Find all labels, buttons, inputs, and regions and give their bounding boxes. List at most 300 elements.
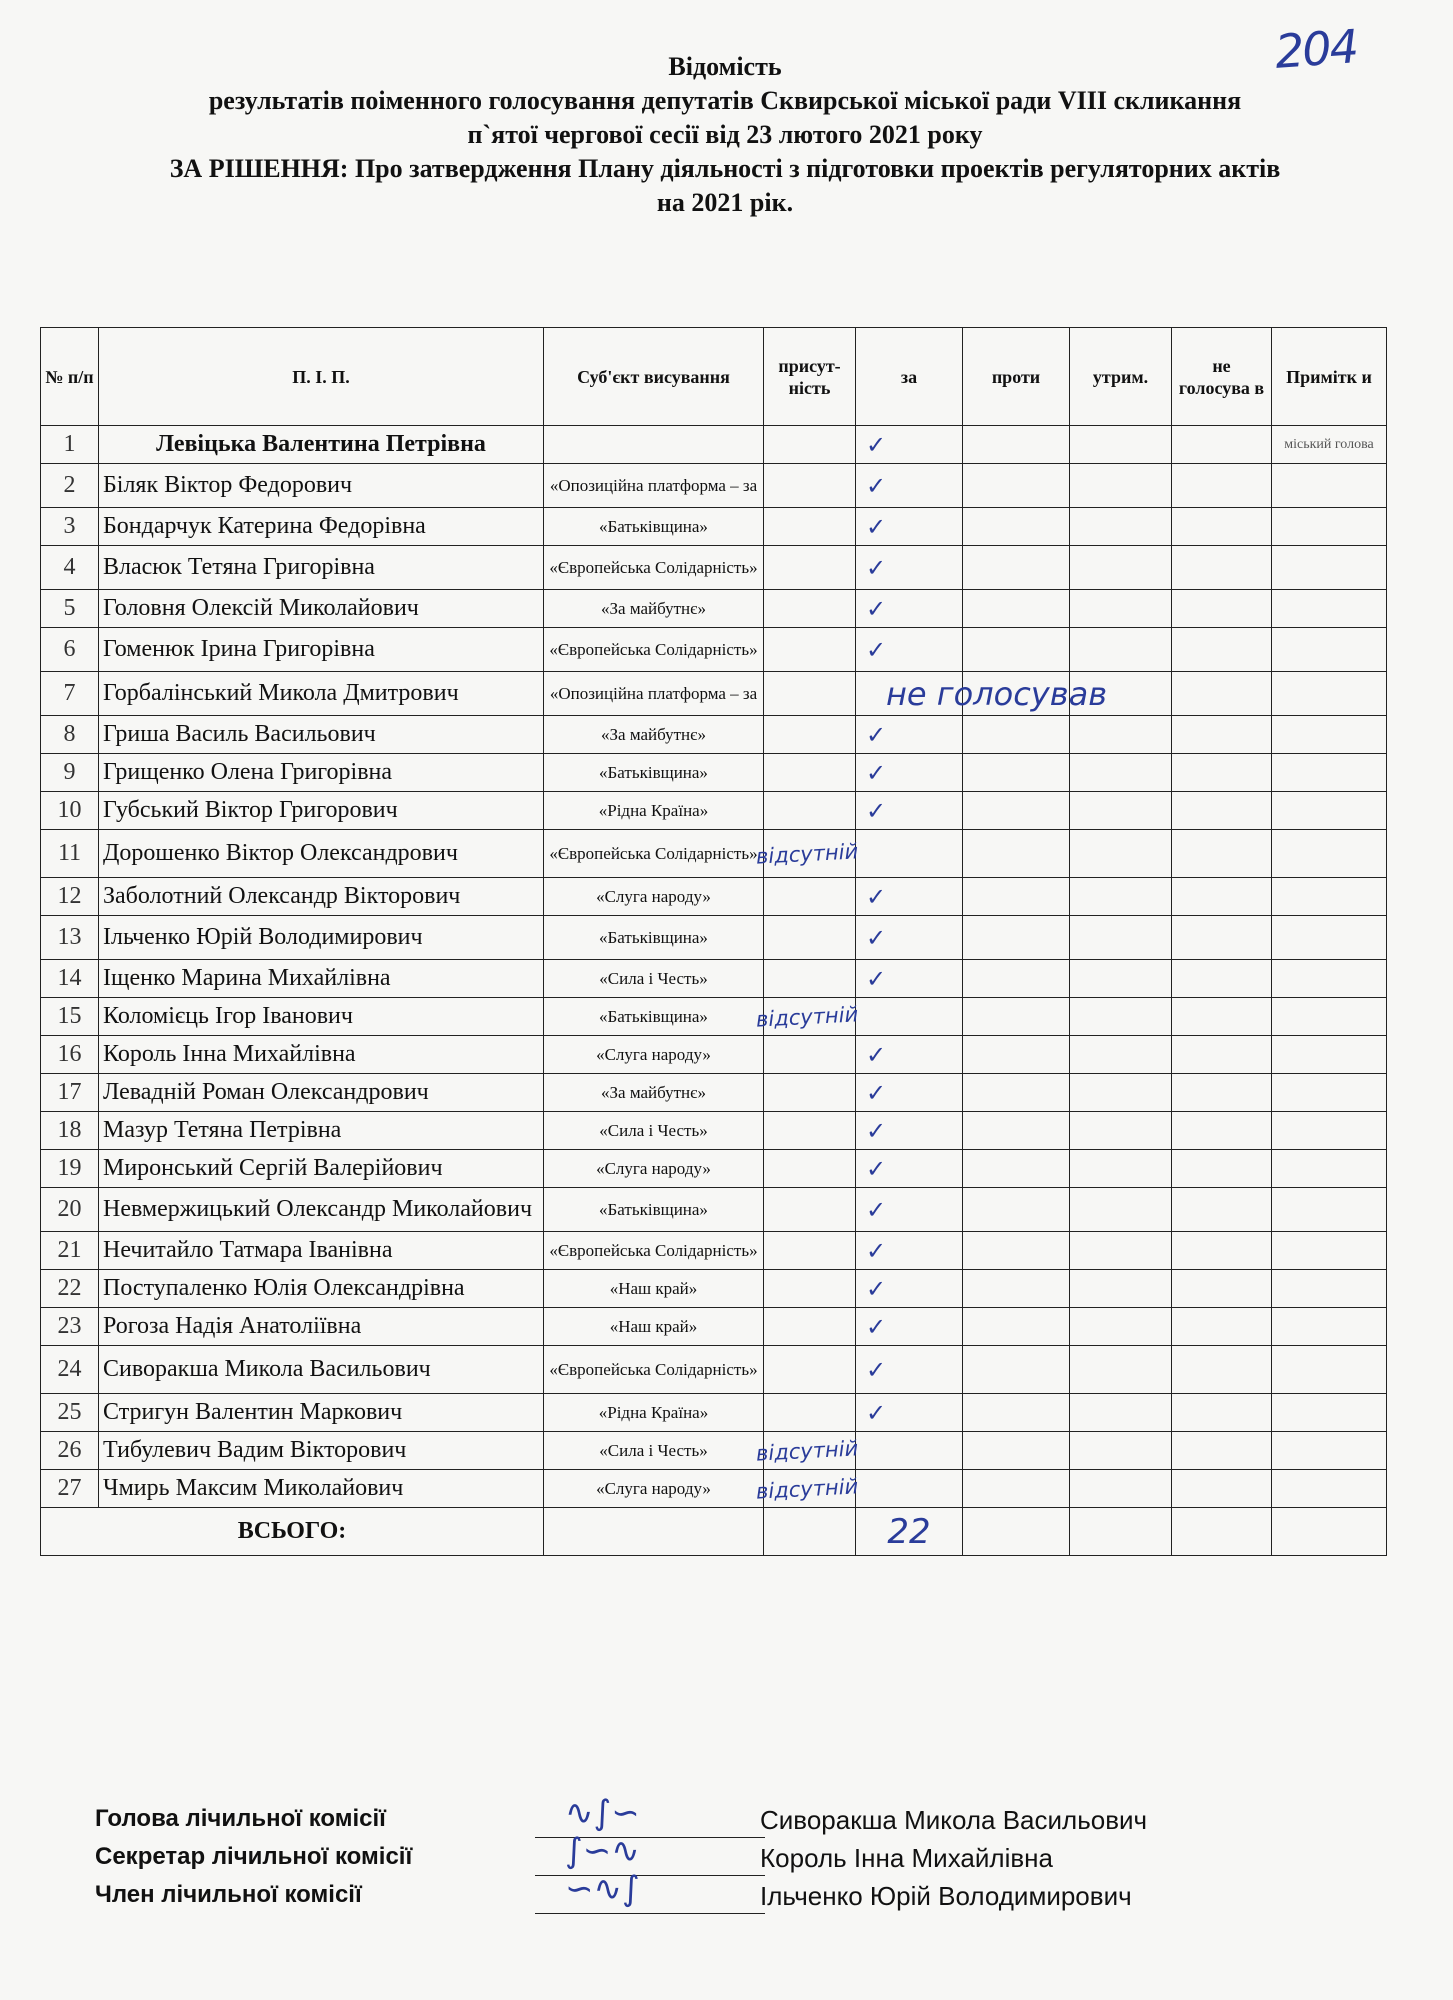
vote-against-cell (963, 1470, 1070, 1508)
vote-against-cell (963, 508, 1070, 546)
presence-cell (764, 590, 856, 628)
handwritten-signature-icon: ∫∽∿ (565, 1831, 640, 1871)
table-row (41, 998, 1387, 1036)
counting-commission (95, 1793, 1395, 1919)
abstain-cell (1070, 464, 1172, 508)
signature-mark: ✓ (866, 1236, 887, 1265)
col-for: за (856, 328, 963, 426)
nominating-party: «Європейська Солідарність» (544, 628, 764, 672)
row-number: 1 (41, 426, 99, 464)
note-cell (1272, 1394, 1387, 1432)
note-cell (1272, 464, 1387, 508)
row-number: 22 (41, 1270, 99, 1308)
nominating-party: «Європейська Солідарність» (544, 830, 764, 878)
note-cell (1272, 830, 1387, 878)
col-notes: Примітк и (1272, 328, 1387, 426)
vote-for-cell (856, 916, 963, 960)
note-cell (1272, 672, 1387, 716)
commission-row (95, 1793, 1395, 1843)
col-name: П. І. П. (99, 328, 544, 426)
vote-for-cell (856, 1188, 963, 1232)
nominating-party: «Сила і Честь» (544, 960, 764, 998)
abstain-cell (1070, 426, 1172, 464)
presence-cell (764, 628, 856, 672)
not-voted-handwritten-note: не голосував (886, 674, 1108, 713)
note-cell (1272, 1232, 1387, 1270)
note-cell (1272, 1036, 1387, 1074)
row-number: 5 (41, 590, 99, 628)
not-voted-cell (1172, 830, 1272, 878)
abstain-cell (1070, 1394, 1172, 1432)
signature-mark: ✓ (866, 1312, 887, 1341)
vote-against-cell (963, 1074, 1070, 1112)
abstain-cell (1070, 1188, 1172, 1232)
absent-handwritten-note: відсутній (755, 1001, 859, 1032)
row-number: 9 (41, 754, 99, 792)
deputy-name: Заболотний Олександр Вікторович (99, 878, 544, 916)
nominating-party: «Сила і Честь» (544, 1112, 764, 1150)
deputy-name: Гриша Василь Васильович (99, 716, 544, 754)
table-row (41, 878, 1387, 916)
table-row (41, 1308, 1387, 1346)
absent-handwritten-note: відсутній (755, 1435, 859, 1466)
nominating-party: «За майбутнє» (544, 716, 764, 754)
presence-cell (764, 672, 856, 716)
note-cell (1272, 1308, 1387, 1346)
vote-against-cell (963, 1188, 1070, 1232)
vote-against-cell (963, 1346, 1070, 1394)
not-voted-cell (1172, 590, 1272, 628)
row-number: 15 (41, 998, 99, 1036)
vote-for-cell (856, 1112, 963, 1150)
nominating-party: «Сила і Честь» (544, 1432, 764, 1470)
vote-against-cell (963, 1150, 1070, 1188)
abstain-cell (1070, 960, 1172, 998)
deputy-name: Дорошенко Віктор Олександрович (99, 830, 544, 878)
vote-for-cell (856, 1232, 963, 1270)
table-row (41, 1270, 1387, 1308)
abstain-cell (1070, 628, 1172, 672)
presence-cell (764, 546, 856, 590)
note-cell (1272, 998, 1387, 1036)
abstain-cell (1070, 754, 1172, 792)
abstain-cell (1070, 1232, 1172, 1270)
presence-cell (764, 1074, 856, 1112)
row-number: 11 (41, 830, 99, 878)
commission-role: Член лічильної комісії (95, 1881, 362, 1908)
signature-mark: ✓ (866, 1195, 887, 1224)
vote-for-cell (755, 830, 963, 878)
vote-against-cell (963, 830, 1070, 878)
commission-role: Голова лічильної комісії (95, 1805, 386, 1832)
abstain-cell (1070, 1112, 1172, 1150)
vote-against-cell (963, 1232, 1070, 1270)
deputy-name: Бондарчук Катерина Федорівна (99, 508, 544, 546)
not-voted-cell (1172, 426, 1272, 464)
not-voted-cell (1172, 1188, 1272, 1232)
note-cell: міський голова (1272, 426, 1387, 464)
vote-against-cell (963, 1394, 1070, 1432)
deputy-name: Біляк Віктор Федорович (99, 464, 544, 508)
abstain-cell (1070, 1346, 1172, 1394)
row-number: 4 (41, 546, 99, 590)
vote-for-cell (856, 1308, 963, 1346)
note-cell (1272, 1270, 1387, 1308)
vote-against-cell (963, 878, 1070, 916)
nominating-party: «Опозиційна платформа – за (544, 464, 764, 508)
commission-row (95, 1869, 1395, 1919)
vote-against-cell (963, 754, 1070, 792)
not-voted-cell (1172, 1270, 1272, 1308)
commission-row (95, 1831, 1395, 1881)
vote-against-cell (963, 464, 1070, 508)
signature-mark: ✓ (866, 553, 887, 582)
table-row (41, 1470, 1387, 1508)
row-number: 17 (41, 1074, 99, 1112)
signature-mark: ✓ (866, 635, 887, 664)
vote-for-cell (856, 1394, 963, 1432)
row-number: 12 (41, 878, 99, 916)
vote-against-cell (963, 916, 1070, 960)
not-voted-cell (1172, 1112, 1272, 1150)
deputy-name: Сиворакша Микола Васильович (99, 1346, 544, 1394)
vote-for-cell (856, 716, 963, 754)
abstain-cell (1070, 1036, 1172, 1074)
not-voted-cell (1172, 1394, 1272, 1432)
row-number: 16 (41, 1036, 99, 1074)
deputy-name: Тибулевич Вадим Вікторович (99, 1432, 544, 1470)
not-voted-cell (1172, 916, 1272, 960)
note-cell (1272, 1432, 1387, 1470)
presence-cell (764, 1150, 856, 1188)
table-row (41, 1074, 1387, 1112)
heading-line-4: ЗА РІШЕННЯ: Про затвердження Плану діяльності з підготовки проектів регуляторних актів (169, 154, 1281, 183)
not-voted-cell (1172, 628, 1272, 672)
presence-cell (764, 1232, 856, 1270)
nominating-party: «Слуга народу» (544, 1470, 764, 1508)
commission-member-name: Ільченко Юрій Володимирович (760, 1881, 1132, 1911)
deputy-name: Левіцька Валентина Петрівна (99, 426, 544, 464)
col-presence: присут-ність (764, 328, 856, 426)
note-cell (1272, 1346, 1387, 1394)
signature-mark: ✓ (866, 882, 887, 911)
abstain-cell (1070, 1308, 1172, 1346)
signature-mark: ✓ (866, 1040, 887, 1069)
vote-for-cell (856, 1346, 963, 1394)
not-voted-cell (1172, 792, 1272, 830)
row-number: 20 (41, 1188, 99, 1232)
nominating-party: «Рідна Країна» (544, 1394, 764, 1432)
vote-for-cell (856, 1150, 963, 1188)
presence-cell (764, 1270, 856, 1308)
commission-member-name: Король Інна Михайлівна (760, 1843, 1053, 1873)
abstain-cell (1070, 830, 1172, 878)
heading-line-5: на 2021 рік. (656, 188, 794, 217)
nominating-party: «Рідна Країна» (544, 792, 764, 830)
nominating-party: «Батьківщина» (544, 998, 764, 1036)
presence-cell (764, 960, 856, 998)
vote-against-cell (963, 1308, 1070, 1346)
deputy-name: Миронський Сергій Валерійович (99, 1150, 544, 1188)
not-voted-cell (1172, 878, 1272, 916)
signature-mark: ✓ (866, 1154, 887, 1183)
not-voted-cell (1172, 464, 1272, 508)
vote-for-cell (856, 1074, 963, 1112)
presence-cell (764, 426, 856, 464)
signature-mark: ✓ (866, 1078, 887, 1107)
table-row (41, 628, 1387, 672)
total-label: ВСЬОГО: (41, 1508, 544, 1556)
row-number: 21 (41, 1232, 99, 1270)
col-against: проти (963, 328, 1070, 426)
note-cell (1272, 916, 1387, 960)
deputy-name: Губський Віктор Григорович (99, 792, 544, 830)
table-row (41, 672, 1387, 716)
not-voted-cell (1172, 1346, 1272, 1394)
absent-handwritten-note: відсутній (755, 1473, 859, 1504)
row-number: 2 (41, 464, 99, 508)
presence-cell (764, 1346, 856, 1394)
not-voted-cell (1172, 754, 1272, 792)
deputy-name: Ільченко Юрій Володимирович (99, 916, 544, 960)
presence-cell (764, 1394, 856, 1432)
table-row (41, 1346, 1387, 1394)
vote-for-cell (856, 1270, 963, 1308)
signature-mark: ✓ (866, 430, 887, 459)
vote-against-cell (963, 1270, 1070, 1308)
signature-mark: ✓ (866, 964, 887, 993)
row-number: 24 (41, 1346, 99, 1394)
vote-against-cell (963, 426, 1070, 464)
table-row (41, 464, 1387, 508)
nominating-party (544, 426, 764, 464)
note-cell (1272, 508, 1387, 546)
vote-for-cell (856, 792, 963, 830)
table-header-row (41, 328, 1387, 426)
table-row (41, 1150, 1387, 1188)
total-for-value: 22 (856, 1508, 963, 1556)
vote-for-cell (755, 998, 963, 1036)
signature-mark: ✓ (866, 720, 887, 749)
note-cell (1272, 1188, 1387, 1232)
not-voted-cell (1172, 546, 1272, 590)
abstain-cell (1070, 716, 1172, 754)
table-row (41, 508, 1387, 546)
deputy-name: Поступаленко Юлія Олександрівна (99, 1270, 544, 1308)
deputy-name: Коломієць Ігор Іванович (99, 998, 544, 1036)
note-cell (1272, 590, 1387, 628)
not-voted-cell (1172, 1036, 1272, 1074)
abstain-cell (1070, 878, 1172, 916)
row-number: 6 (41, 628, 99, 672)
signature-mark: ✓ (866, 1355, 887, 1384)
row-number: 10 (41, 792, 99, 830)
abstain-cell (1070, 590, 1172, 628)
vote-against-cell (963, 628, 1070, 672)
nominating-party: «За майбутнє» (544, 590, 764, 628)
note-cell (1272, 716, 1387, 754)
presence-cell (764, 508, 856, 546)
table-row (41, 426, 1387, 464)
vote-for-cell (856, 426, 963, 464)
vote-against-cell (963, 546, 1070, 590)
page-number: 204 (1273, 19, 1359, 79)
note-cell (1272, 1112, 1387, 1150)
table-row (41, 1112, 1387, 1150)
vote-against-cell (963, 960, 1070, 998)
presence-cell (764, 1036, 856, 1074)
row-number: 19 (41, 1150, 99, 1188)
vote-against-cell (963, 716, 1070, 754)
vote-for-cell (856, 508, 963, 546)
row-number: 14 (41, 960, 99, 998)
presence-cell (764, 1308, 856, 1346)
table-row (41, 960, 1387, 998)
vote-for-cell (856, 672, 1108, 716)
not-voted-cell (1172, 1150, 1272, 1188)
deputy-name: Стригун Валентин Маркович (99, 1394, 544, 1432)
document-heading (40, 50, 1410, 220)
heading-line-2: результатів поіменного голосування депутатів Сквирської міської ради VIII скликання (208, 86, 1242, 115)
note-cell (1272, 1470, 1387, 1508)
note-cell (1272, 546, 1387, 590)
presence-cell (764, 1112, 856, 1150)
vote-for-cell (856, 878, 963, 916)
table-row (41, 546, 1387, 590)
note-cell (1272, 1074, 1387, 1112)
note-cell (1272, 792, 1387, 830)
vote-for-cell (856, 960, 963, 998)
table-row (41, 754, 1387, 792)
abstain-cell (1070, 1432, 1172, 1470)
abstain-cell (1070, 1150, 1172, 1188)
nominating-party: «Батьківщина» (544, 508, 764, 546)
signature-line (535, 1913, 765, 1914)
vote-against-cell (963, 792, 1070, 830)
presence-cell (764, 716, 856, 754)
deputy-name: Іщенко Марина Михайлівна (99, 960, 544, 998)
signature-mark: ✓ (866, 1274, 887, 1303)
col-abstain: утрим. (1070, 328, 1172, 426)
not-voted-cell (1172, 998, 1272, 1036)
table-row (41, 716, 1387, 754)
table-row (41, 792, 1387, 830)
nominating-party: «Європейська Солідарність» (544, 1346, 764, 1394)
presence-cell (764, 1188, 856, 1232)
table-row (41, 1036, 1387, 1074)
vote-for-cell (856, 628, 963, 672)
row-number: 8 (41, 716, 99, 754)
row-number: 25 (41, 1394, 99, 1432)
abstain-cell (1070, 998, 1172, 1036)
deputy-name: Головня Олексій Миколайович (99, 590, 544, 628)
deputy-name: Рогоза Надія Анатоліївна (99, 1308, 544, 1346)
nominating-party: «Опозиційна платформа – за (544, 672, 764, 716)
table-row (41, 1188, 1387, 1232)
vote-against-cell (963, 1036, 1070, 1074)
deputy-name: Нечитайло Татмара Іванівна (99, 1232, 544, 1270)
deputy-name: Король Інна Михайлівна (99, 1036, 544, 1074)
vote-against-cell (963, 998, 1070, 1036)
signature-mark: ✓ (866, 796, 887, 825)
vote-for-cell (856, 464, 963, 508)
signature-mark: ✓ (866, 1398, 887, 1427)
deputy-name: Грищенко Олена Григорівна (99, 754, 544, 792)
nominating-party: «Європейська Солідарність» (544, 1232, 764, 1270)
nominating-party: «Слуга народу» (544, 1036, 764, 1074)
nominating-party: «Слуга народу» (544, 878, 764, 916)
signature-mark: ✓ (866, 923, 887, 952)
not-voted-cell (1172, 1308, 1272, 1346)
commission-role: Секретар лічильної комісії (95, 1843, 413, 1870)
nominating-party: «Батьківщина» (544, 1188, 764, 1232)
signature-mark: ✓ (866, 471, 887, 500)
note-cell (1272, 878, 1387, 916)
nominating-party: «Слуга народу» (544, 1150, 764, 1188)
note-cell (1272, 628, 1387, 672)
vote-for-cell (856, 546, 963, 590)
not-voted-cell (1172, 960, 1272, 998)
abstain-cell (1070, 916, 1172, 960)
row-number: 23 (41, 1308, 99, 1346)
not-voted-cell (1172, 1074, 1272, 1112)
note-cell (1272, 960, 1387, 998)
row-number: 13 (41, 916, 99, 960)
absent-handwritten-note: відсутній (755, 838, 859, 869)
vote-against-cell (963, 590, 1070, 628)
note-cell (1272, 754, 1387, 792)
deputy-name: Невмержицький Олександр Миколайович (99, 1188, 544, 1232)
deputy-name: Власюк Тетяна Григорівна (99, 546, 544, 590)
table-row (41, 1432, 1387, 1470)
deputy-name: Гоменюк Ірина Григорівна (99, 628, 544, 672)
deputy-name: Чмирь Максим Миколайович (99, 1470, 544, 1508)
deputy-name: Левадній Роман Олександрович (99, 1074, 544, 1112)
handwritten-signature-icon: ∽∿∫ (565, 1869, 640, 1909)
row-number: 7 (41, 672, 99, 716)
signature-mark: ✓ (866, 512, 887, 541)
signature-mark: ✓ (866, 758, 887, 787)
abstain-cell (1070, 1074, 1172, 1112)
row-number: 27 (41, 1470, 99, 1508)
document-title: Відомість (668, 52, 782, 81)
not-voted-cell (1172, 1432, 1272, 1470)
vote-for-cell (755, 1470, 963, 1508)
not-voted-cell (1172, 1232, 1272, 1270)
not-voted-cell (1172, 508, 1272, 546)
row-number: 26 (41, 1432, 99, 1470)
col-number: № п/п (41, 328, 99, 426)
presence-cell (764, 792, 856, 830)
abstain-cell (1070, 1270, 1172, 1308)
vote-for-cell (856, 754, 963, 792)
not-voted-cell (1172, 716, 1272, 754)
voting-table (40, 327, 1387, 1556)
col-subject: Суб'єкт висування (544, 328, 764, 426)
abstain-cell (1070, 508, 1172, 546)
not-voted-cell (1172, 1470, 1272, 1508)
presence-cell (764, 878, 856, 916)
abstain-cell (1070, 546, 1172, 590)
nominating-party: «За майбутнє» (544, 1074, 764, 1112)
vote-for-cell (755, 1432, 963, 1470)
nominating-party: «Європейська Солідарність» (544, 546, 764, 590)
heading-line-3: п`ятої чергової сесії від 23 лютого 2021 року (467, 120, 983, 149)
signature-mark: ✓ (866, 1116, 887, 1145)
vote-for-cell (856, 1036, 963, 1074)
presence-cell (764, 916, 856, 960)
abstain-cell (1070, 792, 1172, 830)
